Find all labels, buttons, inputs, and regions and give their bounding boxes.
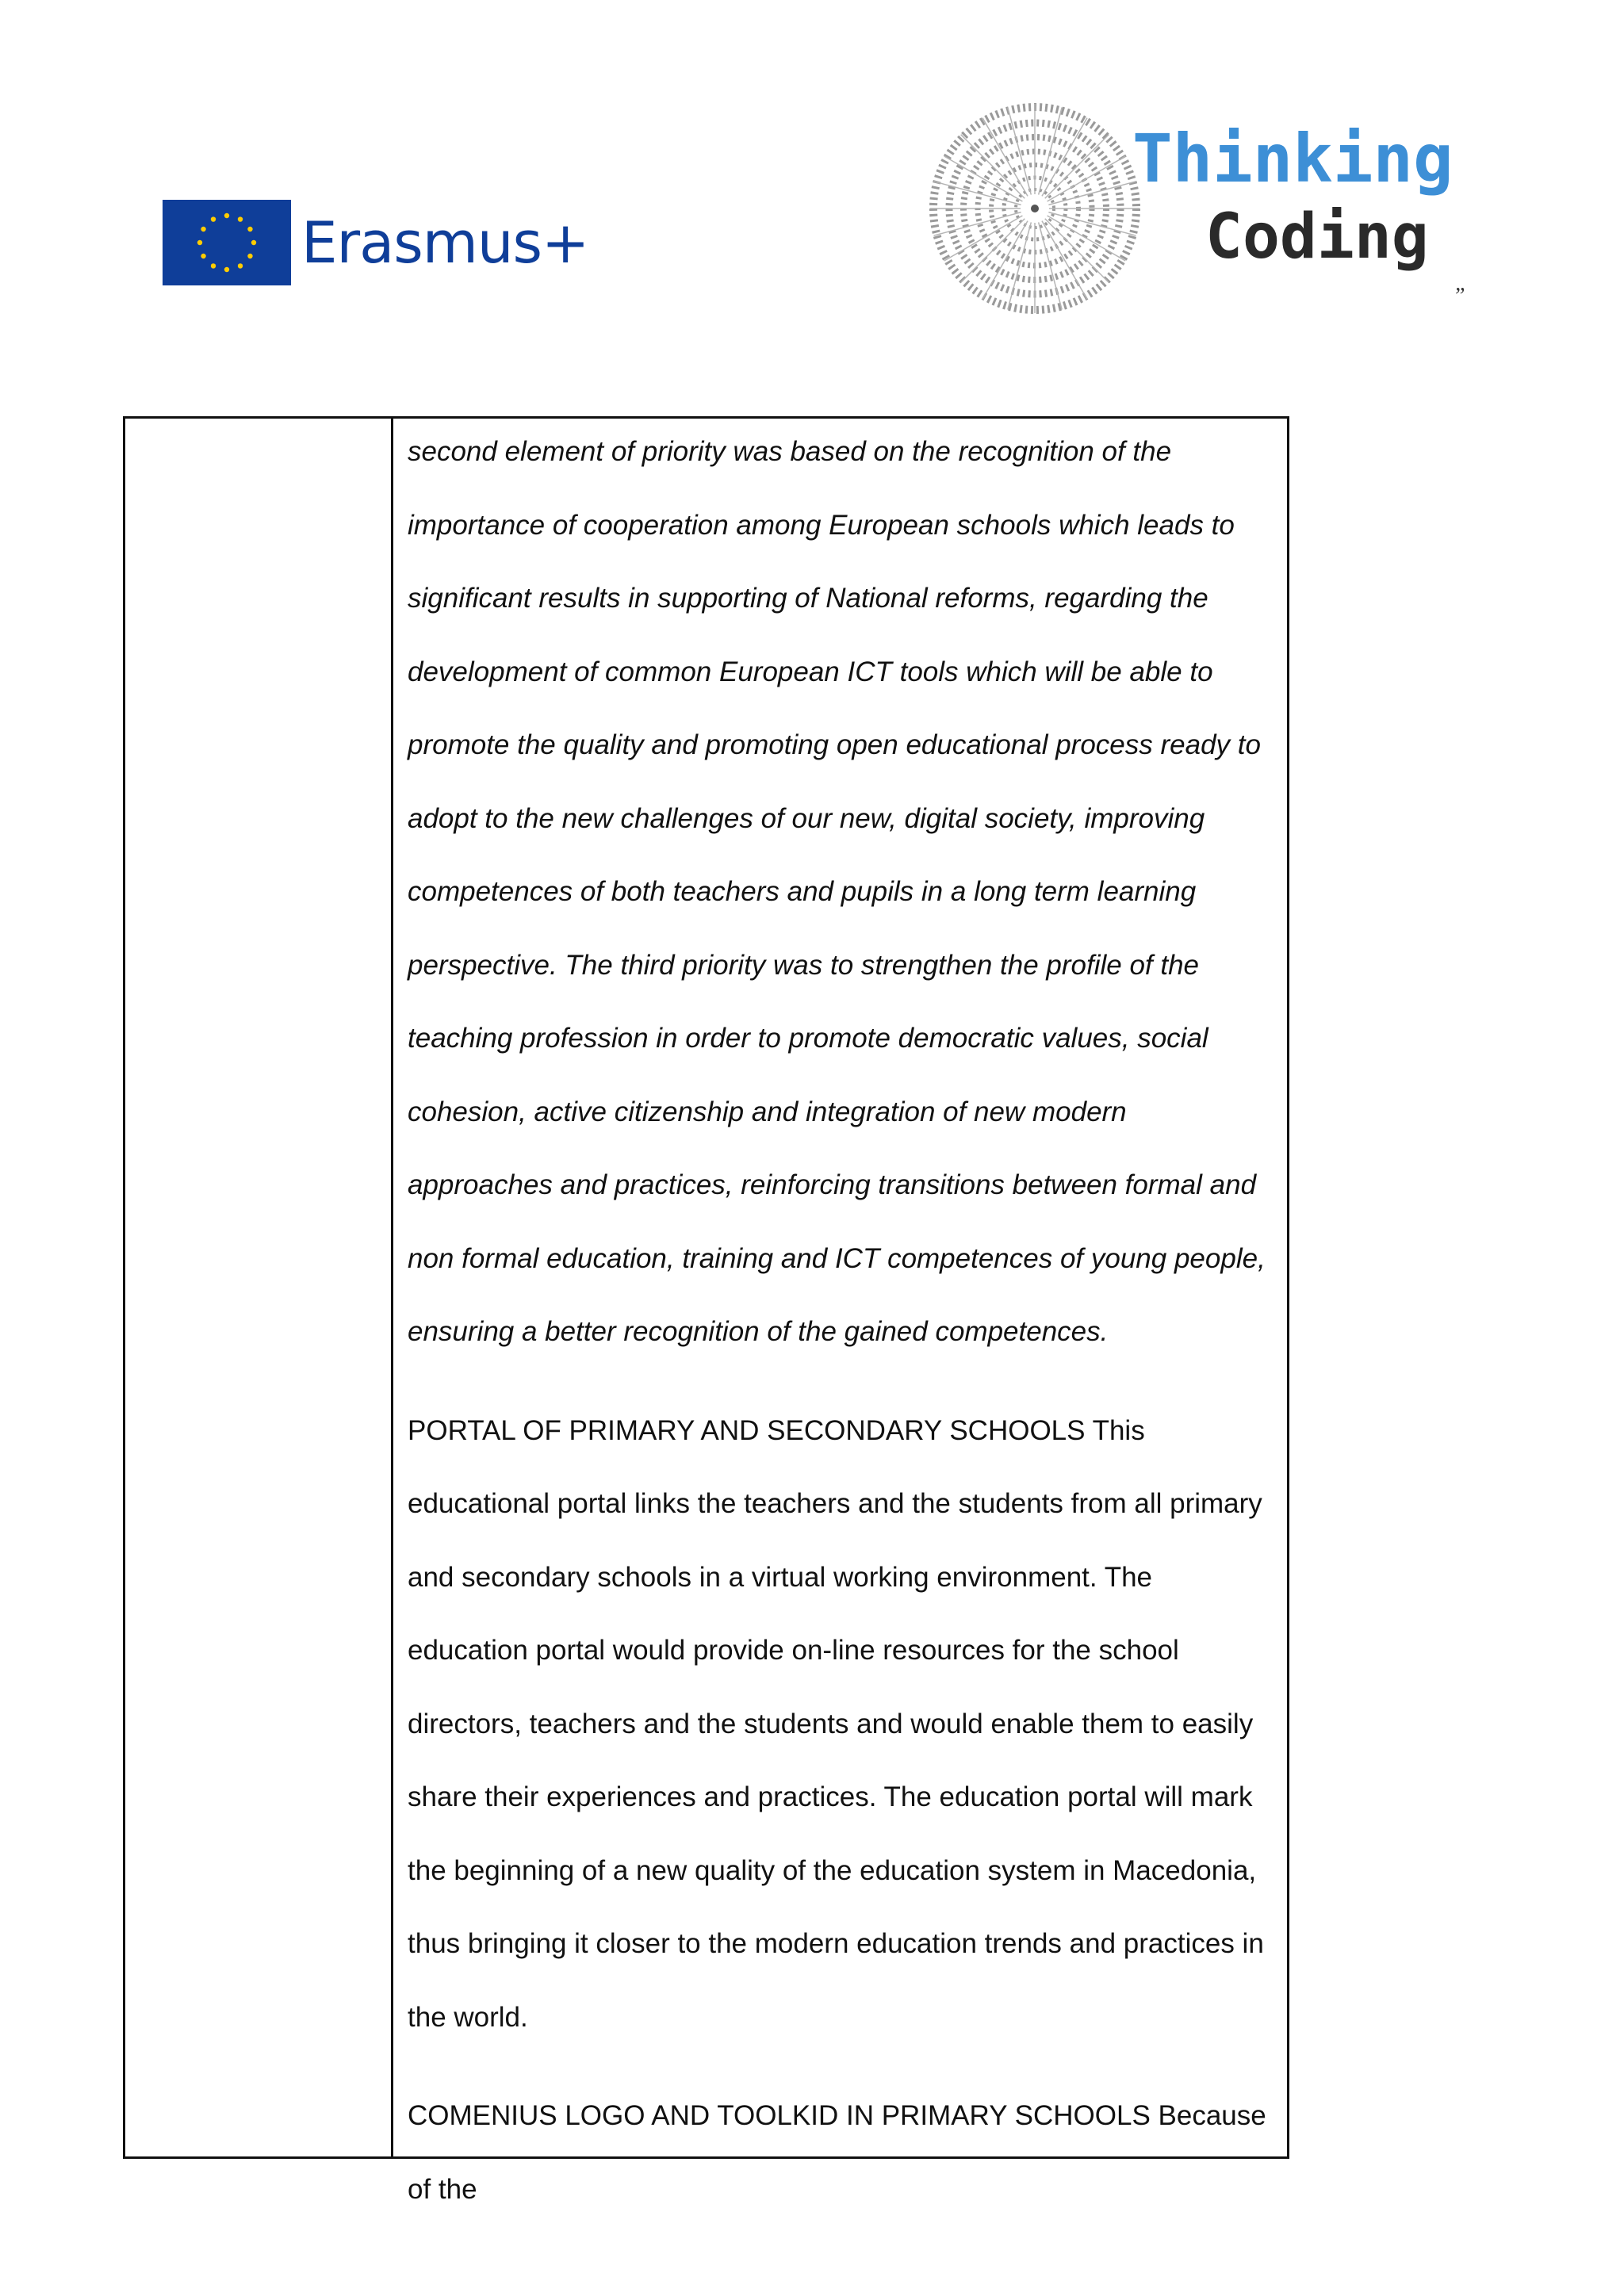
portal-paragraph: PORTAL OF PRIMARY AND SECONDARY SCHOOLS This educational portal links the teachers and the students from all primary and secondary schools in a virtual working environment. The education portal would provide on-line resources for the school directors, teachers and the students and would enable them to easily share their experiences and practices. The education portal will mark the beginning of a new quality of the education system in Macedonia, thus bringing it closer to the modern education trends and practices in the world.	[408, 1414, 1264, 2033]
text-cell	[408, 419, 1279, 2226]
column-divider	[391, 419, 393, 2156]
binary-spiral-icon	[928, 101, 1142, 316]
thinking-coding-logo	[928, 101, 1454, 316]
logo-word-coding: Coding	[1205, 201, 1429, 273]
content-table	[123, 416, 1289, 2205]
eu-flag-icon	[163, 200, 291, 285]
erasmus-plus-logo	[163, 198, 591, 293]
logo-word-thinking: Thinking	[1132, 120, 1454, 197]
priorities-paragraph: second element of priority was based on the recognition of the importance of cooperation among European schools which leads to significant results in supporting of National reforms, regarding the development of common European ICT tools which will be able to promote the quality and promoting open educational process ready to adopt to the new challenges of our new, digital society, improving competences of both teachers and pupils in a long term learning perspective. The third priority was to strengthen the profile of the teaching profession in order to promote democratic values, social cohesion, active citizenship and integration of new modern approaches and practices, reinforcing transitions between formal and non formal education, training and ICT competences of young people, ensuring a better recognition of the gained competences.	[408, 436, 1266, 1347]
comenius-paragraph: COMENIUS LOGO AND TOOLKID IN PRIMARY SCHOOLS Because of the	[408, 2100, 1266, 2205]
stray-quote-mark: ”	[1453, 284, 1465, 308]
erasmus-wordmark: Erasmus+	[301, 209, 589, 276]
